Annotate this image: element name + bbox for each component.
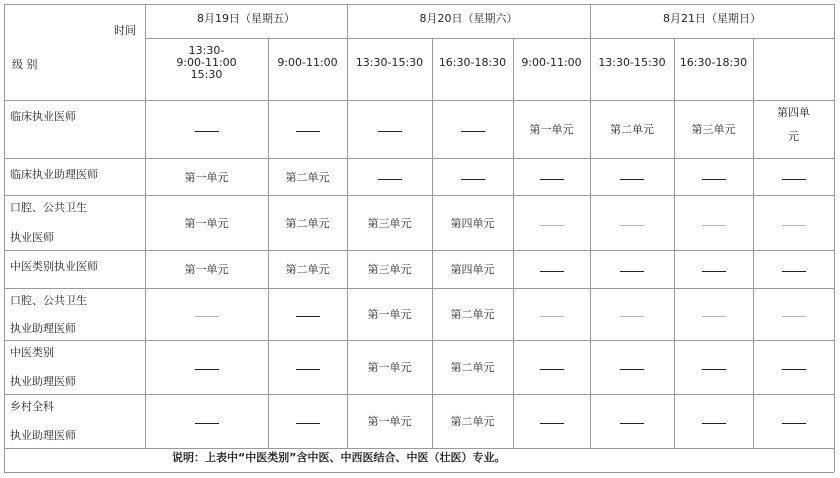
session-unit-label: 第四单元 [450, 263, 495, 276]
empty-slot-dash [296, 316, 320, 317]
session-unit-label: 第一单元 [184, 263, 229, 276]
date-header: 8月20日（星期六） [419, 12, 518, 25]
row-divider [4, 100, 834, 101]
empty-slot-dash [782, 316, 806, 317]
empty-slot-dash [620, 316, 644, 317]
table-footnote: 说明：上表中“中医类别”含中医、中西医结合、中医（壮医）专业。 [172, 451, 506, 464]
time-slot-header: 13:30-15:30 [355, 56, 424, 69]
empty-slot-dash [378, 179, 402, 180]
session-unit-label: 第一单元 [184, 170, 229, 184]
session-unit-label: 第二单元 [610, 123, 654, 136]
table-border-top [4, 4, 834, 5]
row-level-label: 执业助理医师 [10, 429, 76, 442]
row-level-label: 中医类别 [10, 346, 54, 359]
session-unit-label: 第四单 [777, 106, 810, 119]
row-divider [4, 340, 834, 341]
empty-slot-dash [296, 131, 320, 132]
session-unit-label: 第一单元 [184, 216, 229, 230]
column-divider [513, 38, 514, 448]
date-header: 8月21日（星期日） [663, 12, 761, 25]
time-slot-header: 13:30- [188, 44, 225, 57]
row-level-label: 口腔、公共卫生 [10, 294, 87, 307]
empty-slot-dash [620, 179, 644, 180]
column-divider [834, 4, 835, 472]
empty-slot-dash [620, 225, 644, 226]
empty-slot-dash [702, 271, 726, 272]
time-slot-header: 13:30-15:30 [598, 56, 666, 69]
row-divider [4, 158, 834, 159]
column-divider [268, 38, 269, 448]
column-divider [432, 38, 433, 448]
time-slot-header: 9:00-11:00 [521, 56, 582, 69]
row-level-label: 执业助理医师 [10, 375, 76, 388]
row-level-label: 中医类别执业医师 [10, 260, 98, 273]
header-time-label: 时间 [114, 24, 136, 37]
empty-slot-dash [782, 225, 806, 226]
session-unit-label: 第三单元 [367, 263, 412, 276]
empty-slot-dash [195, 423, 219, 424]
empty-slot-dash [702, 225, 726, 226]
empty-slot-dash [620, 423, 644, 424]
session-unit-label: 第四单元 [450, 216, 495, 230]
session-unit-label: 第二单元 [450, 415, 495, 428]
session-unit-label: 元 [788, 130, 799, 143]
empty-slot-dash [195, 316, 219, 317]
empty-slot-dash [461, 131, 485, 132]
empty-slot-dash [540, 423, 564, 424]
time-slot-header: 9:00-11:00 [277, 56, 338, 69]
empty-slot-dash [461, 179, 485, 180]
empty-slot-dash [782, 369, 806, 370]
empty-slot-dash [702, 369, 726, 370]
row-divider [4, 195, 834, 196]
empty-slot-dash [702, 316, 726, 317]
header-level-label: 级 别 [12, 58, 38, 71]
row-divider [4, 394, 834, 395]
empty-slot-dash [296, 423, 320, 424]
row-divider [4, 250, 834, 251]
row-level-label: 乡村全科 [10, 400, 54, 413]
session-unit-label: 第二单元 [450, 308, 495, 321]
row-level-label: 执业医师 [10, 230, 54, 244]
empty-slot-dash [782, 179, 806, 180]
empty-slot-dash [540, 225, 564, 226]
session-unit-label: 第三单元 [367, 216, 412, 230]
empty-slot-dash [702, 179, 726, 180]
session-unit-label: 第二单元 [285, 170, 330, 184]
row-level-label: 临床执业助理医师 [10, 168, 98, 181]
session-unit-label: 第三单元 [691, 123, 736, 136]
empty-slot-dash [782, 423, 806, 424]
row-level-label: 执业助理医师 [10, 322, 76, 335]
time-slot-header: 9:00-11:00 [176, 56, 237, 69]
session-unit-label: 第二单元 [450, 361, 495, 374]
session-unit-label: 第一单元 [367, 361, 412, 374]
empty-slot-dash [540, 179, 564, 180]
empty-slot-dash [702, 423, 726, 424]
row-level-label: 口腔、公共卫生 [10, 201, 87, 214]
empty-slot-dash [782, 271, 806, 272]
time-slot-header: 16:30-18:30 [438, 56, 507, 69]
time-slot-header: 16:30-18:30 [679, 56, 748, 69]
session-unit-label: 第一单元 [367, 415, 412, 428]
empty-slot-dash [195, 131, 219, 132]
session-unit-label: 第一单元 [529, 123, 574, 136]
row-divider [4, 288, 834, 289]
date-header: 8月19日（星期五） [197, 12, 295, 25]
session-unit-label: 第一单元 [367, 308, 412, 321]
table-border-bottom [4, 472, 834, 473]
row-level-label: 临床执业医师 [10, 110, 76, 123]
empty-slot-dash [296, 369, 320, 370]
empty-slot-dash [540, 271, 564, 272]
session-unit-label: 第二单元 [285, 263, 330, 276]
session-unit-label: 第二单元 [285, 216, 330, 230]
time-slot-header: 15:30 [190, 68, 223, 81]
empty-slot-dash [620, 369, 644, 370]
column-divider [4, 4, 5, 472]
column-divider [674, 38, 675, 448]
empty-slot-dash [540, 316, 564, 317]
column-divider [753, 38, 754, 448]
empty-slot-dash [540, 369, 564, 370]
empty-slot-dash [620, 271, 644, 272]
empty-slot-dash [378, 131, 402, 132]
empty-slot-dash [195, 369, 219, 370]
